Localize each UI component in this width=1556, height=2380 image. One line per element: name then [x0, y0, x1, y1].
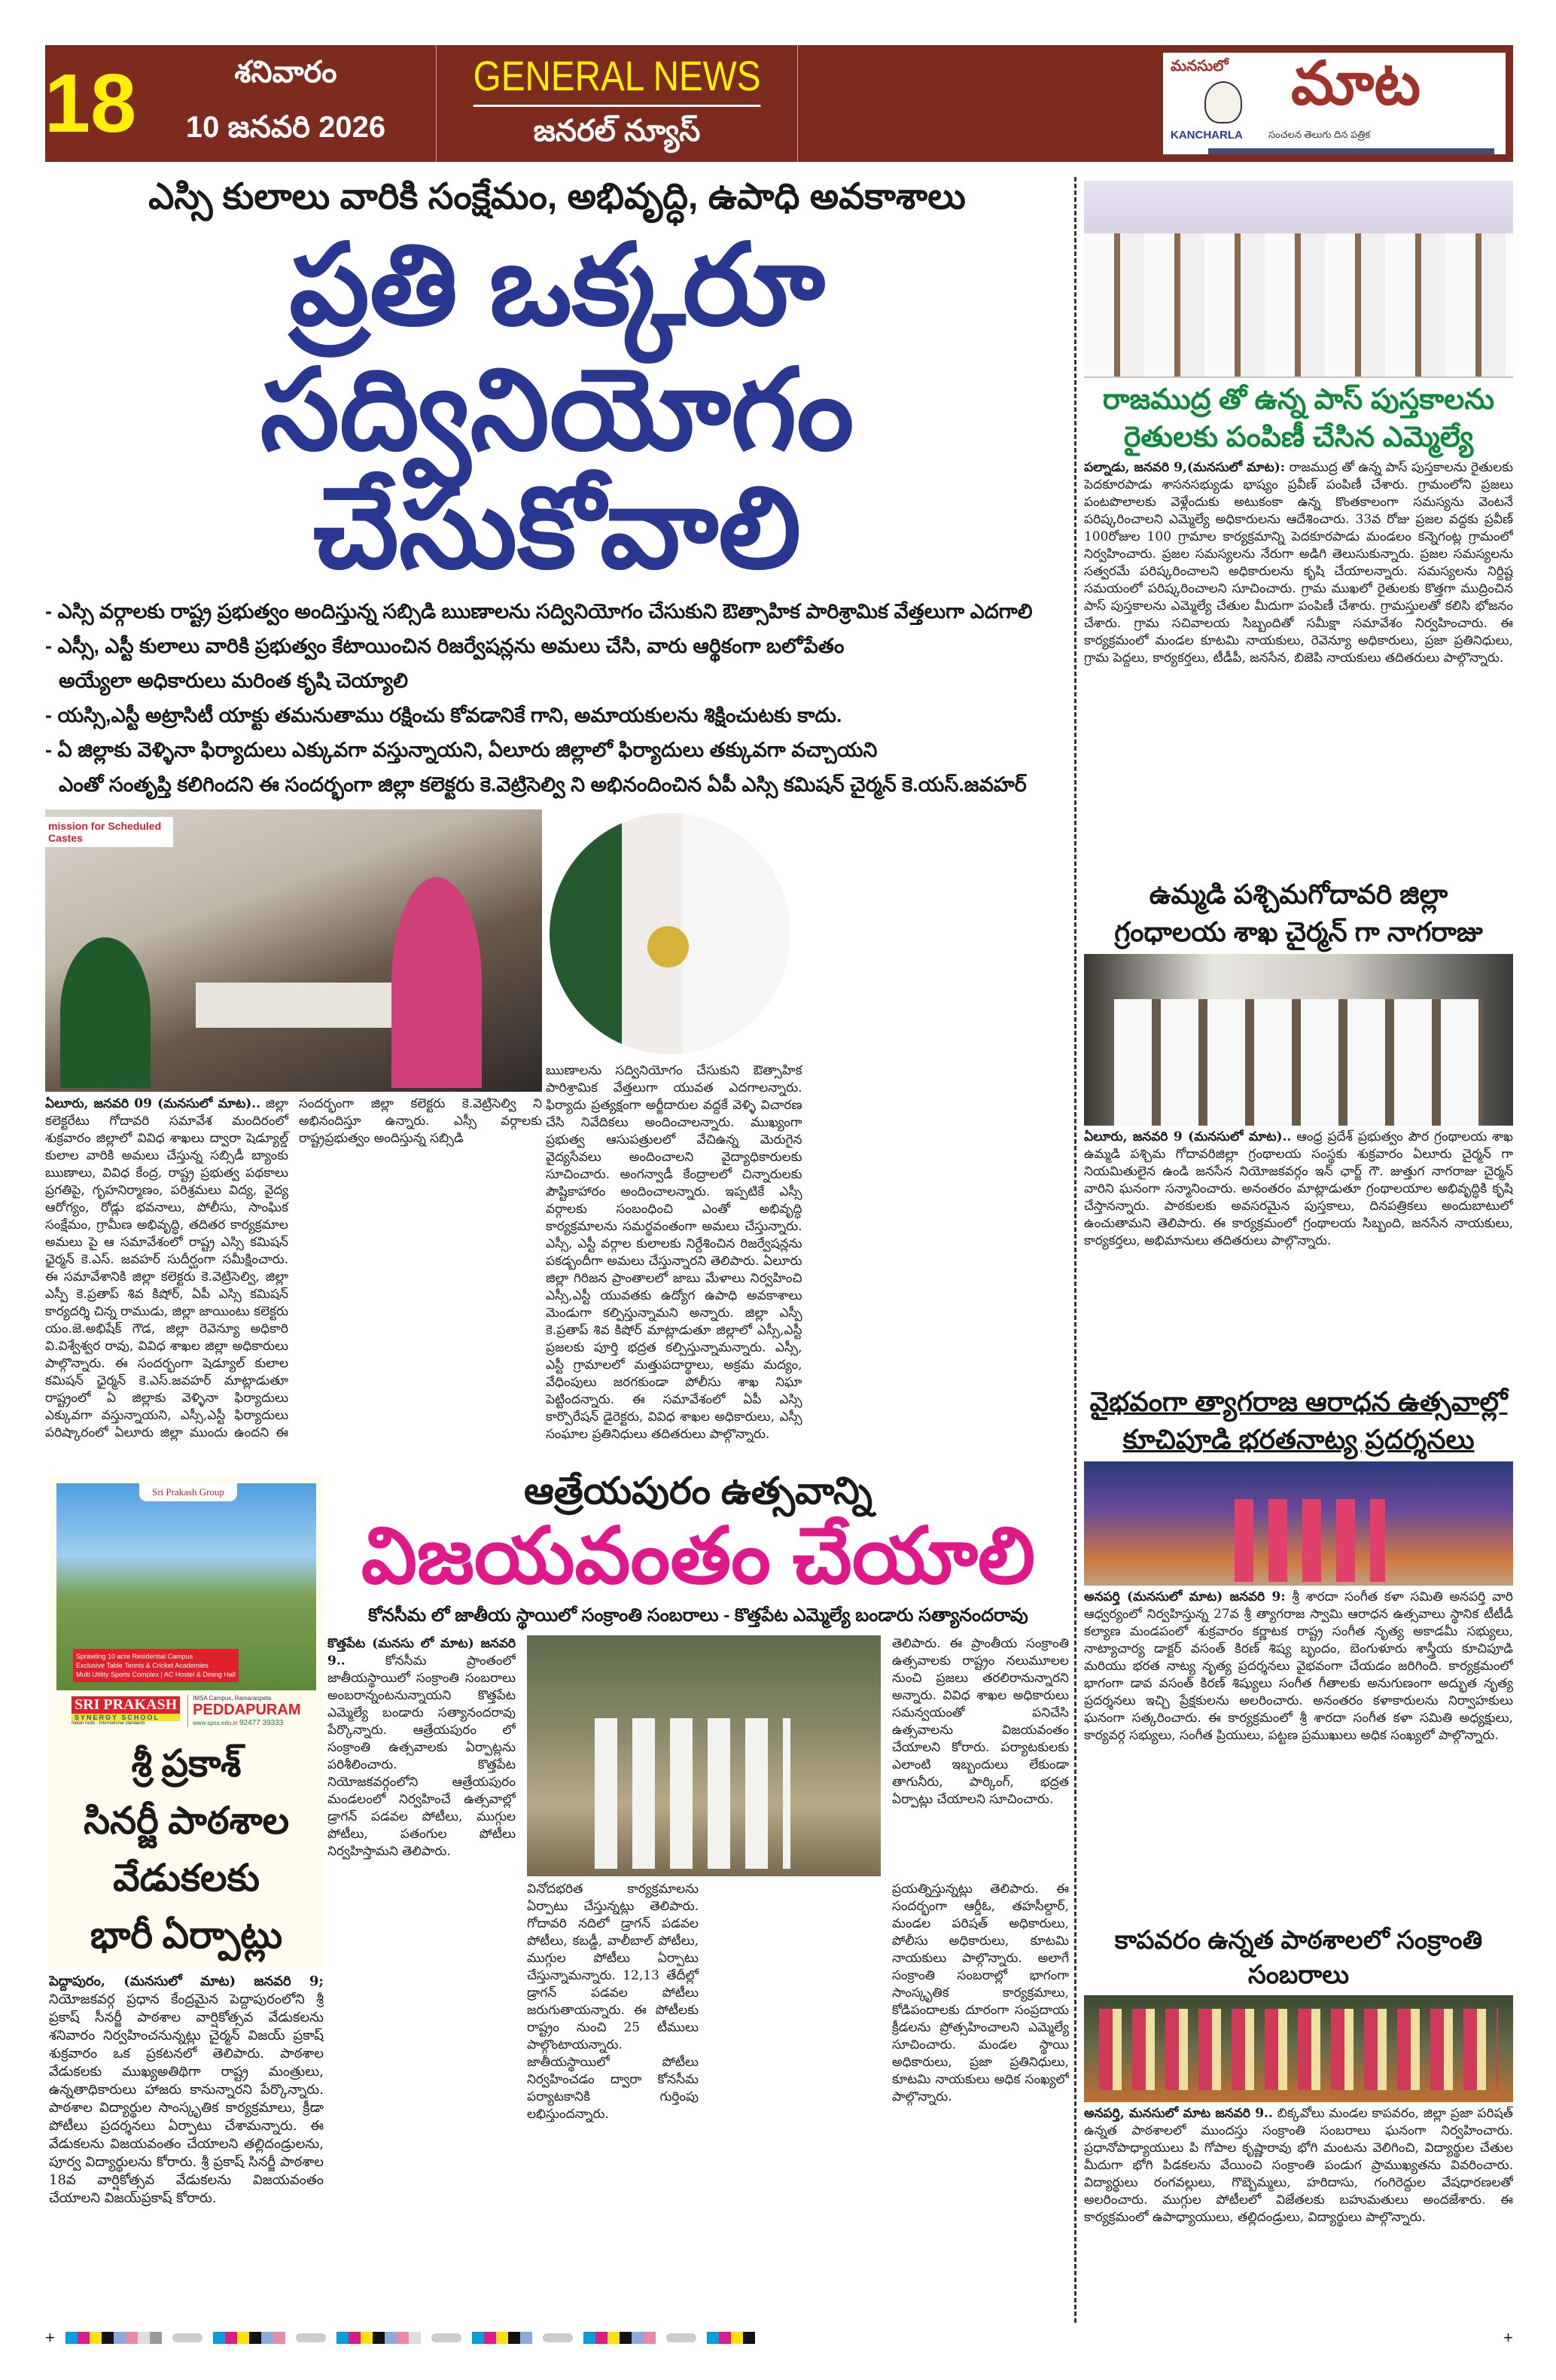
gray-patch	[172, 2333, 202, 2342]
atreyapuram-body-col1	[327, 1635, 516, 2323]
ad-phone: 92477 39333	[239, 1719, 284, 1727]
lead-story	[45, 175, 1069, 1455]
ad-feature: Exclusive Table Tennis & Cricket Academies	[76, 1662, 209, 1669]
column-divider	[1074, 177, 1076, 2323]
article-text: ఋణాలను సద్వినియోగం చేసుకుని ఔత్సాహిక పారిశ్రామిక వేత్తలుగా యువత ఎదగాలన్నారు. ఫిర్యాదు ప్రత్యక్షంగా అర్జీదారుల వద్దకే వెళ్ళి విచారణ చేసి నివేదికలు అందించాలన్నారు. ముఖ్యంగా ప్రభుత్వ ఆసుపత్రులలో వేచిఉన్న మెరుగైన వైద్యసేవలు అందించాలని వైద్యాధికారులకు సూచించారు. అంగన్వాడీ కేంద్రాలలో చిన్నారులకు పౌష్టికాహారం అందించాలన్నారు. ఇప్పటికే ఎస్సీ వర్గాలకు సంబంధించి ఎంతో అభివృద్ధి కార్యక్రమాలను సమర్థవంతంగా అమలు చేస్తున్నారు. ఎస్సీ, ఎస్టీ వర్గాల కులాలకు నిర్దేశించిన రిజర్వేషన్లను పకడ్బందీగా అమలు చేస్తున్నారని తెలిపారు. ఏలూరు జిల్లా గిరిజన ప్రాంతాలలో జాబు మేళాలు నిర్వహించి ఎస్సీ,ఎస్టీ యువతకు ఉద్యోగ ఉపాధి అవకాశాలు మెండుగా కల్పిస్తున్నామని అన్నారు. జిల్లా ఎస్పీ కె.ప్రతాప్ శివ కిషోర్ మాట్లాడుతూ జిల్లాలో ఎస్సీ,ఎస్టీ ప్రజలకు పూర్తి భద్రత కల్పిస్తున్నామన్నారు. ఎస్సీ, ఎస్టీ గ్రామాలలో మత్తుపదార్థాలు, అక్రమ మద్యం, వేధింపులు జరగకుండా పోలీసు శాఖ నిఘా పెట్టిందన్నారు. ఈ సమావేశంలో ఏపీ ఎస్సి కార్పొరేషన్ డైరెక్టరు, వివిధ శాఖల అధికారులు, ఎస్సీ సంఘాల ప్రతినిధులు తదితరులు పాల్గొన్నారు.	[546, 1062, 802, 1442]
dateline: అనపర్తి, మనసులో మాట జనవరి 9..	[1084, 2105, 1273, 2121]
lead-body-left	[45, 1096, 542, 1455]
article-text: ప్రయత్నిస్తున్నట్లు తెలిపారు. ఈ సందర్భంగా ఆర్డీఓ, తహసీల్దార్, మండల పరిషత్ అధికారులు, పోలీసు అధికారులు, కూటమి నాయకులు పాల్గొన్నారు. అలాగే సంక్రాంతి సంబరాల్లో భాగంగా సాంస్కృతిక కార్యక్రమాలు, కోడిపందాలకు దూరంగా సంప్రదాయ క్రీడలను ప్రోత్సహించాలని ఎమ్మెల్యే సూచించారు. మండల స్థాయి అధికారులు, ప్రజా ప్రతినిధులు, కూటమి నాయకులు అధిక సంఖ్యలో పాల్గొన్నారు.	[892, 1881, 1069, 2104]
school-sub: SYNERGY SCHOOL	[72, 1714, 180, 1721]
right-article2-headline	[1084, 876, 1513, 951]
plant-gift	[647, 926, 689, 968]
logo-brand: KANCHARLA	[1171, 129, 1243, 142]
atreyapuram-body-mid	[527, 1881, 881, 2323]
school-motto: Indian roots - International standards	[72, 1721, 145, 1726]
photo-banner: mission for Scheduled Castes	[45, 817, 173, 847]
atreyapuram-body-grid	[327, 1635, 1069, 2323]
school-name: SRI PRAKASH	[72, 1696, 180, 1714]
dateline: పల్నాడు, జనవరి 9,(మనసులో మాట):	[1084, 460, 1286, 475]
bullet: - ఎస్సి వర్గాలకు రాష్ట్ర ప్రభుత్వం అందిస్తున్న సబ్సిడి ఋణాలను సద్వినియోగం చేసుకుని ఔత్సాహిక పారిశ్రామిక వేత్తలుగా ఎదగాలి	[45, 599, 1033, 623]
dancers	[1235, 1499, 1385, 1582]
lead-photo-meeting	[45, 809, 542, 1092]
color-bar	[336, 2332, 421, 2344]
ad-contact	[187, 1695, 300, 1727]
right-column	[1084, 181, 1513, 2323]
logo-tagline: సంచలన తెలుగు దిన పత్రిక	[1268, 129, 1371, 140]
headline-line: శ్రీ ప్రకాశ్	[131, 1742, 242, 1784]
logo-title: మాట	[1291, 53, 1421, 117]
atreyapuram-kicker: ఆత్రేయపురం ఉత్సవాన్ని	[524, 1470, 872, 1512]
headline-line: వైభవంగా త్యాగరాజ ఆరాధన ఉత్సవాల్లో	[1089, 1386, 1508, 1418]
bullet: ఎంతో సంతృప్తి కలిగిందని ఈ సందర్భంగా జిల్లా కలెక్టరు కె.వెట్రిసెల్వి ని అభినందించిన ఏపీ ఎస్సి కమిషన్ చైర్మన్ కె.యస్.జవహర్	[59, 773, 1027, 796]
crosshair-icon: +	[45, 2328, 55, 2347]
right-article2-body	[1084, 1129, 1513, 1380]
dateline: కొత్తపేట (మనసు లో మాట) జనవరి 9..	[327, 1635, 516, 1668]
article-text: నియోజకవర్గ ప్రధాన కేంద్రమైన పెద్దాపురంలోని శ్రీ ప్రకాష్ సీనర్జీ పాఠశాల వార్షికోత్సవ వేడుకలను శనివారం నిర్వహించనున్నట్లు చైర్మన్ విజయ్ ప్రకాష్ శుక్రవారం ఒక ప్రకటనలో తెలిపారు. పాఠశాల వేడుకలకు ముఖ్యఅతిథిగా రాష్ట్ర మంత్రులు, ఉన్నతాధికారులు హాజరు కానున్నారని పేర్కొన్నారు. పాఠశాల విద్యార్థుల సాంస్కృతిక కార్యక్రమాలు, క్రీడా పోటీలు ప్రదర్శనలు ఏర్పాటు చేశామన్నారు. ఈ వేడుకలను విజయవంతం చేయాలని తల్లిదండ్రులను, పూర్వ విద్యార్థులను కోరారు. శ్రీ ప్రకాష్ సినర్జీ పాఠశాల 18వ వార్షికోత్సవ వేడుకలను విజయవంతం చేయాలని విజయ్‌ప్రకాష్ కోరారు.	[49, 1991, 324, 2206]
person-figure	[391, 877, 482, 1088]
dance-performance-photo	[1084, 1461, 1513, 1586]
ad-city: PEDDAPURAM	[193, 1702, 301, 1718]
library-chairman-photo	[1084, 954, 1513, 1126]
sankranti-celebration-photo	[1084, 1995, 1513, 2102]
ad-feature: Multi Utility Sports Complex | AC Hostel & Dining Hall	[76, 1671, 236, 1678]
right-article1-body	[1084, 459, 1513, 873]
article-text: బిక్కవోలు మండల కాపవరం, జిల్లా ప్రజా పరిషత్ ఉన్నత పాఠశాలలో ముందస్తు సంక్రాంతి సంబరాలు ఘనంగా నిర్వహించారు. ప్రధానోపాధ్యాయులు పి గోపాల కృష్ణారావు భోగి మంటను వెలిగించి, విద్యార్థుల చేతుల మీదుగా భోగి పిడకలను వేయించి సంక్రాంతి పండుగ ప్రాముఖ్యతను వివరించారు. విద్యార్థులు రంగవల్లులు, గొబ్బెమ్మలు, హరిదాసు, గంగిరెద్దుల వేషధారణలతో అలరించారు. ముగ్గుల పోటీలలో విజేతలకు బహుమతులు అందజేశారు. ఈ కార్యక్రమంలో ఉపాధ్యాయులు, తల్లిదండ్రులు, విద్యార్థులు పాల్గొన్నారు.	[1084, 2105, 1513, 2225]
headline-line: ఉమ్మడి పశ్చిమగోదావరి జిల్లా	[1149, 878, 1448, 910]
headline-line: రైతులకు పంపిణీ చేసిన ఎమ్మెల్యే	[1123, 422, 1474, 453]
right-article4-body	[1084, 2105, 1513, 2323]
headline-line: భారీ ఏర్పాట్లు	[90, 1914, 283, 1956]
issue-date	[136, 45, 437, 162]
article-text: కోనసీమ ప్రాంతంలో జాతీయస్థాయిలో సంక్రాంతి సంబరాలు అంబరాన్నంటనున్నాయని కొత్తపేట ఎమ్మెల్యే బండారు సత్యానందరావు పేర్కొన్నారు. ఆత్రేయపురం లో సంక్రాంతి ఉత్సవాలకు ఏర్పాట్లను పరిశీలించారు. కొత్తపేట నియోజకవర్గంలోని ఆత్రేయపురం మండలంలో నిర్వహించే ఉత్సవాల్లో డ్రాగన్ పడవల పోటీలు, ముగ్గుల పోటీలు, పతంగుల పోటీలు నిర్వహిస్తామని తెలిపారు.	[327, 1653, 516, 1859]
lead-article-area	[45, 809, 1069, 1455]
gray-patch	[296, 2333, 326, 2342]
person-figure	[60, 937, 151, 1088]
color-bar	[472, 2332, 532, 2344]
students-group	[1099, 2009, 1498, 2090]
felicitation-photo	[550, 813, 790, 1054]
atreyapuram-story	[327, 1468, 1069, 2323]
people-group	[1084, 233, 1513, 376]
article-text: శ్రీ శారదా సంగీత కళా సమితి అనపర్తి వారి ఆధ్వర్యంలో నిర్వహిస్తున్న 27వ శ్రీ త్యాగరాజ స్వామి ఆరాధన ఉత్సవాలు స్థానిక టీటీడీ కల్యాణ మండపంలో శుక్రవారం కర్ణాటక రాష్ట్ర సంగీత నృత్య అకాడమీ సభ్యులు, నాట్యాచార్య డాక్టర్ వసంత్ కిరణ్ శిష్య బృందం, బెంగుళూరు శాస్త్రీయ కూచిపూడి మరియు భరత నాట్య నృత్య ప్రదర్శనలు వైభవంగా చేయడం జరిగింది. కార్యక్రమంలో భాగంగా డావ వసంత్ కిరణ్ శిష్యులు సంగీత గీతాలకు అనుగుణంగా అద్భుత నృత్య ప్రదర్శనలు ఇచ్చి ప్రేక్షకులను అలరించారు. అనంతరం కళాకారులను నిర్వాహకులు ఘనంగా సత్కరించారు. ఈ కార్యక్రమంలో శ్రీ శారదా సంగీత కళా సమితి అధ్యక్షులు, కార్యవర్గ సభ్యులు, సంగీత ప్రియులు, పట్టణ ప్రముఖులు అధిక సంఖ్యలో పాల్గొన్నారు.	[1084, 1589, 1513, 1744]
color-bar	[583, 2332, 656, 2344]
lead-photo-circle	[546, 809, 794, 1058]
section-title-en: GENERAL NEWS	[473, 51, 761, 107]
logo-bar	[1208, 148, 1494, 154]
atreyapuram-headline: విజయవంతం చేయాలి	[361, 1513, 1036, 1600]
lead-kicker: ఎస్సి కులాలు వారికి సంక్షేమం, అభివృద్ధి, ఉపాధి అవకాశాలు	[148, 177, 966, 217]
bullet: - ఏ జిల్లాకు వెళ్ళినా ఫిర్యాదులు ఎక్కువగా వస్తున్నాయని, ఏలూరు జిల్లాలో ఫిర్యాదులు తక్కువగా వచ్చాయని	[45, 738, 878, 761]
sri-prakash-ad[interactable]	[49, 1476, 324, 1968]
ad-campus-photo	[56, 1483, 316, 1690]
ad-website[interactable]: www.spss.edu.in	[193, 1720, 238, 1726]
people-group	[1114, 999, 1483, 1126]
masthead	[45, 45, 1513, 162]
weekday: శనివారం	[234, 55, 337, 89]
headline-line: సినర్జీ పాఠశాల	[83, 1799, 290, 1842]
color-bar	[213, 2332, 285, 2344]
gray-patch	[431, 2333, 461, 2342]
article-text: వినోదభరిత కార్యక్రమాలను ఏర్పాటు చేస్తున్నట్లు తెలిపారు. గోదావరి నదిలో డ్రాగన్ పడవల పోటీలు, కబడ్డీ, వాలీబాల్ పోటీలు, ముగ్గుల పోటీలు ఏర్పాటు చేస్తున్నామన్నారు. 12,13 తేదీల్లో డ్రాగన్ పడవల పోటీలు జరుగుతాయన్నారు. ఈ పోటీలకు రాష్ట్రం నుంచి 25 టీములు పాల్గొంటాయన్నారు. జాతీయస్థాయిలో పోటీలు నిర్వహించడం ద్వారా కోనసీమ పర్యాటకానికి గుర్తింపు లభిస్తుందన్నారు.	[527, 1881, 699, 2122]
lead-bullets	[45, 594, 1069, 802]
ad-features	[73, 1649, 239, 1682]
dateline: ఏలూరు, జనవరి 09 (మనసులో మాట)..	[45, 1096, 261, 1111]
table	[196, 983, 391, 1028]
lead-headline-line1: ప్రతి ఒక్కరూ	[289, 221, 825, 348]
dateline: పెద్దాపురం, (మనసులో మాట) జనవరి 9;	[49, 1973, 324, 1989]
school-logo	[72, 1696, 180, 1726]
bullet: - ఎస్సీ, ఎస్టీ కులాలు వారికి ప్రభుత్వం కేటాయించిన రిజర్వేషన్లను అమలు చేసి, వారు ఆర్థికంగా బలోపేతం	[45, 634, 845, 657]
color-bar	[65, 2332, 162, 2344]
page-number: 18	[44, 57, 137, 150]
right-article1-headline	[1084, 381, 1513, 456]
atreyapuram-subhead: కోనసీమ లో జాతీయ స్థాయిలో సంక్రాంతి సంబరాలు - కొత్తపేట ఎమ్మెల్యే బండారు సత్యానందరావు	[368, 1605, 1028, 1626]
dateline: ఏలూరు, జనవరి 9 (మనసులో మాట)..	[1084, 1129, 1292, 1144]
right-article3-body	[1084, 1589, 1513, 1919]
article-text: తెలిపారు. ఈ ప్రాంతీయ సంక్రాంతి ఉత్సవాలకు రాష్ట్రం నలుమూలల నుంచి ప్రజలు తరలిరానున్నారని అన్నారు. వివిధ శాఖల అధికారులు సమన్వయంతో పనిచేసి ఉత్సవాలను విజయవంతం చేయాలని కోరారు. పర్యాటకులకు ఎలాంటి ఇబ్బందులు లేకుండా తాగునీరు, పార్కింగ్, భద్రత ఏర్పాట్లు చేయాలని సూచించారు.	[892, 1635, 1069, 1807]
people-group	[595, 1718, 790, 1869]
ad-campus: IMSA Campus, Ramaraopeta	[193, 1695, 272, 1702]
article-text: జిల్లా కలెక్టరేటు గోదావరి సమావేశ మందిరంలో శుక్రవారం జిల్లాలో వివిధ శాఖలు ద్వారా షెడ్యూల్డ్ కులాల వారికి అమలు చేస్తున్న సబ్సిడీ బ్యాంకు ఋణాలు, వివిధ కేంద్ర, రాష్ట్ర ప్రభుత్వ పథకాలు ప్రగతిపై, గృహనిర్మాణం, పరిశ్రమలు విద్య, వైద్య ఆరోగ్యం, రోడ్లు భవనాలు, పోలీసు, సాంఘిక సంక్షేమం, గ్రామీణ అభివృద్ధి, తదితర కార్యక్రమాల అమలు పై ఆ సమావేశంలో రాష్ట్ర ఎస్సి కమిషన్ ఛైర్మన్ కె.ఎస్. జవహర్ సుదీర్ఘంగా సమీక్షించారు. ఈ సమావేశానికి జిల్లా కలెక్టరు కె.వెట్రిసెల్వి, జిల్లా ఎస్పీ కె.ప్రతాప్ శివ కిషోర్, ఏపీ ఎస్సి కమిషన్ కార్యదర్శి చిన్న రాముడు, జిల్లా జాయింటు కలెక్టరు యం.జె.అభిషేక్ గౌడ, జిల్లా రెవెన్యూ అధికారి వి.విశ్వేశ్వర రావు, వివిధ శాఖల జిల్లా అధికారులు పాల్గొన్నారు. ఈ సందర్భంగా షెడ్యూల్ కులాల కమిషన్ ఛైర్మన్ కె.ఎస్.జవహర్ మాట్లాడుతూ రాష్ట్రంలో ఏ జిల్లాకు వెళ్ళినా ఫిర్యాదులు ఎక్కువగా వస్తున్నాయని, ఎస్సీ,ఎస్టీ ఫిర్యాదులు పరిష్కారంలో ఏలూరు జిల్లా ముందు ఉందని ఈ సందర్భంగా జిల్లా కలెక్టరు కె.వెట్రిసెల్వి ని అభినందిస్తూ ఉన్నారు. ఎస్సీ వర్గాలకు రాష్ట్రప్రభుత్వం అందిస్తున్న సబ్సిడి	[45, 1096, 542, 1440]
dateline: అనపర్తి (మనసులో మాట) జనవరి 9:	[1084, 1589, 1286, 1605]
ad-group-name: Sri Prakash Group	[139, 1483, 237, 1501]
lead-left-column	[45, 809, 542, 1455]
sri-prakash-column	[49, 1476, 324, 2323]
sri-prakash-headline	[49, 1735, 324, 1964]
article-text: ఆంధ్ర ప్రదేశ్ ప్రభుత్వం పౌర గ్రంథాలయ శాఖ ఉమ్మడి పశ్చిమ గోదావరిజిల్లా గ్రంథాలయ సంస్థకు శుక్రవారం ఏలూరు చైర్మన్ గా నియమితులైన ఉండి జనసేన నియోజకవర్గం ఇన్ ఛార్జ్ గౌ. జుత్తుగ నాగరాజు చైర్మన్ వారిని ఘనంగా సన్మానించారు. అనంతరం మాట్లాడుతూ గ్రంథాలయాల అభివృద్ధికి కృషి చేస్తానన్నారు. పాఠకులకు అవసరమైన పుస్తకాలు, దినపత్రికలు అందుబాటులో ఉంచుతామని తెలిపారు. ఈ కార్యక్రమంలో గ్రంథాలయ సిబ్బంది, జనసేన నాయకులు, కార్యకర్తలు, అభిమానులు తదితరులు పాల్గొన్నారు.	[1084, 1129, 1513, 1248]
section-title	[437, 45, 798, 162]
section-title-te: జనరల్ న్యూస్	[533, 114, 701, 148]
right-article4-headline: కాపవరం ఉన్నత పాఠశాలలో సంక్రాంతి సంబరాలు	[1114, 1925, 1483, 1989]
color-bar	[707, 2332, 755, 2344]
headline-line: రాజముద్ర తో ఉన్న పాస్ పుస్తకాలను	[1102, 384, 1495, 416]
headline-line: వేడుకలకు	[113, 1857, 260, 1899]
headline-line: కూచిపూడి భరతనాట్య ప్రదర్శనలు	[1122, 1424, 1475, 1455]
atreyapuram-body-col4b	[892, 1881, 1069, 2323]
atreyapuram-body-col4	[892, 1635, 1069, 1876]
print-registration-marks	[45, 2330, 1513, 2345]
logo-small-text: మనసులో	[1171, 58, 1229, 75]
ad-feature: Sprawling 10 acre Residential Campus	[76, 1653, 193, 1660]
sri-prakash-body	[49, 1973, 324, 2323]
article-text: రాజముద్ర తో ఉన్న పాస్ పుస్తకాలను రైతులకు పెదకూరపాడు శాసనసభ్యుడు భాష్యం ప్రవీణ్ పంపిణీ చేశారు. గ్రామంలోని ప్రజలు పంటపొలాలకు వెళ్లేందుకు అటుకంకా ఉన్న కొంతకాలంగా సమస్యను వెంటనే పరిష్కరించాలని ఎమ్మెల్యే అధికారులను ఆదేశించారు. 33వ రోజు ప్రజల వద్దకు ప్రవీణ్ 100రోజుల 100 గ్రామాల కార్యక్రమాన్ని పెదకూరపాడు మండలం కన్నెగంట్ల గ్రామంలో నిర్వహించారు. ప్రజల సమస్యలను నేరుగా అడిగి తెలుసుకున్నారు. ప్రజల సమస్యలను సత్వరమే పరిష్కరించాలని అధికారులను కృషి చేయాలన్నారు. సమస్యలను నిర్దిష్ట సమయంలో పరిష్కరించాలని సూచించారు. గ్రామ ముఖలో రైతులకు కొత్తగా ముద్రించిన పాస్ పుస్తకాలను ఎమ్మెల్యే చేతుల మీదుగా పంపిణీ చేశారు. గ్రామస్తులతో కలిసి భోజనం చేశారు. గ్రామ సచివాలయ సిబ్బందితో సమీక్షా సమావేశం నిర్వహించారు. ఈ కార్యక్రమంలో మండల కూటమి నాయకులు, రెవెన్యూ అధికారులు, ప్రజా ప్రతినిధులు, గ్రామ పెద్దలు, కార్యకర్తలు, టీడీపీ, జనసేన, బిజెపి నాయకులు తదితరులు పాల్గొన్నారు.	[1084, 460, 1513, 666]
passbook-distribution-photo	[1084, 181, 1513, 378]
lead-body-right	[546, 809, 1069, 1455]
date: 10 జనవరి 2026	[185, 110, 386, 144]
lead-headline-line2: సద్వినియోగం చేసుకోవాలి	[260, 346, 854, 591]
newspaper-logo	[1163, 53, 1506, 154]
headline-line: గ్రంధాలయ శాఖ చైర్మన్ గా నాగరాజు	[1114, 916, 1483, 947]
gray-patch	[666, 2333, 696, 2342]
bullet: - యస్సి,ఎస్టీ అట్రాసిటీ యాక్టు తమనుతాము రక్షించు కోవడానికే గాని, అమాయకులను శిక్షించుటకు కాదు.	[45, 703, 842, 727]
atreyapuram-photo	[527, 1635, 881, 1876]
ad-logo-row	[49, 1690, 324, 1727]
gray-patch	[543, 2333, 573, 2342]
bullet: అయ్యేలా అధికారులు మరింత కృషి చెయ్యాలి	[59, 669, 409, 692]
right-article3-headline	[1084, 1383, 1513, 1458]
portrait-icon	[1204, 81, 1242, 123]
crosshair-icon: +	[1503, 2328, 1513, 2347]
